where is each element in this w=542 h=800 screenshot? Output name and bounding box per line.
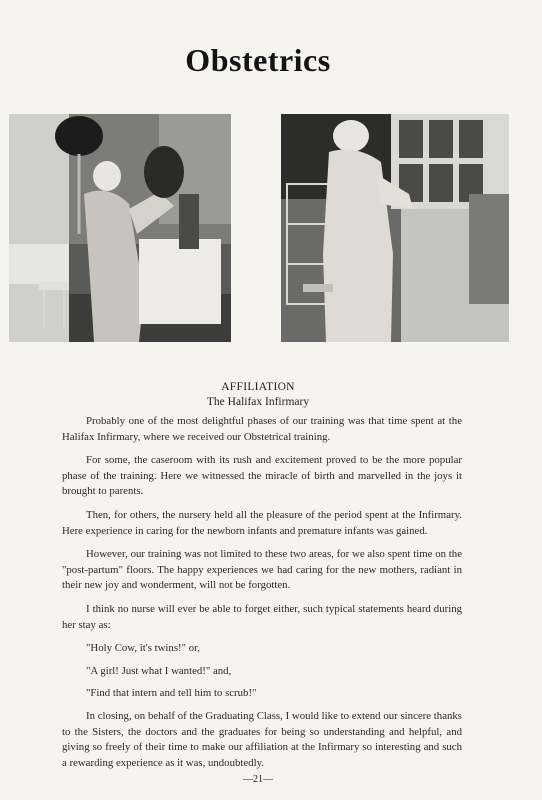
article-subheading: The Halifax Infirmary: [206, 396, 310, 408]
paragraph: Then, for others, the nursery held all the pleasure of the period spent at the Infirmary. Here experience in caring for the newborn infants and premature infants was gained.: [62, 508, 462, 537]
quote: "A girl! Just what I wanted!" and,: [86, 664, 232, 677]
paragraph: However, our training was not limited to these two areas, for we also spent time on the "post-partum" floors. The happy experiences we had caring for the new mothers, radiant in their new joy and wonderment, will not be forgotten.: [62, 548, 462, 592]
page-number: —21—: [243, 774, 273, 785]
paragraph: For some, the caseroom with its rush and excitement proved to be the more popular phase of the training. Here we witnessed the miracle of birth and marvelled in the joys it brought to parents.: [62, 454, 462, 498]
caseroom-photo: [9, 114, 231, 342]
paragraph: Probably one of the most delightful phases of our training was that time spent at the Halifax Infirmary, where we received our Obstetrical training.: [62, 415, 462, 443]
article-heading: AFFILIATION: [221, 381, 295, 393]
quote: "Find that intern and tell him to scrub!": [86, 687, 257, 700]
page-title: Obstetrics: [185, 42, 331, 78]
closing-paragraph: In closing, on behalf of the Graduating Class, I would like to extend our sincere thanks to the Sisters, the doctors and the graduates for being so understanding and helpful, and giving so freely of their time to make our affiliation at the Infirmary so interesting and such a rewarding experience as it was, undoubtedly.: [62, 709, 462, 769]
quote: "Holy Cow, it's twins!" or,: [86, 642, 200, 655]
nursery-photo: [281, 114, 509, 342]
article-body: [62, 414, 462, 779]
paragraph: I think no nurse will ever be able to forget either, such typical statements heard during her stay as:: [62, 602, 462, 631]
